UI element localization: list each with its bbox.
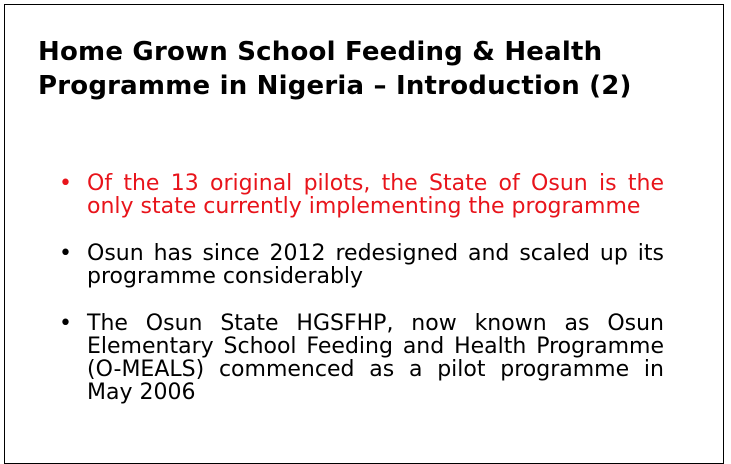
bullet-item-pilots (59, 172, 664, 218)
slide (4, 4, 724, 464)
bullet-text: Of the 13 original pilots, the State of Osun is the only state currently implementing the programme (87, 171, 664, 219)
bullet-dot-icon: • (59, 311, 72, 336)
bullet-text: Osun has since 2012 redesigned and scaled up its programme considerably (87, 241, 664, 289)
bullet-list (59, 172, 664, 428)
bullet-item-omeals (59, 312, 664, 404)
bullet-dot-icon: • (59, 241, 72, 266)
bullet-dot-icon: • (59, 171, 72, 196)
slide-title (38, 35, 708, 103)
slide-title-line-1: Home Grown School Feeding & Health (38, 37, 603, 67)
bullet-item-redesign (59, 242, 664, 288)
slide-title-line-2: Programme in Nigeria – Introduction (2) (38, 71, 632, 101)
bullet-text: The Osun State HGSFHP, now known as Osun Elementary School Feeding and Health Programme (O-MEALS) commenced as a pilot programme in May 2006 (87, 311, 664, 405)
